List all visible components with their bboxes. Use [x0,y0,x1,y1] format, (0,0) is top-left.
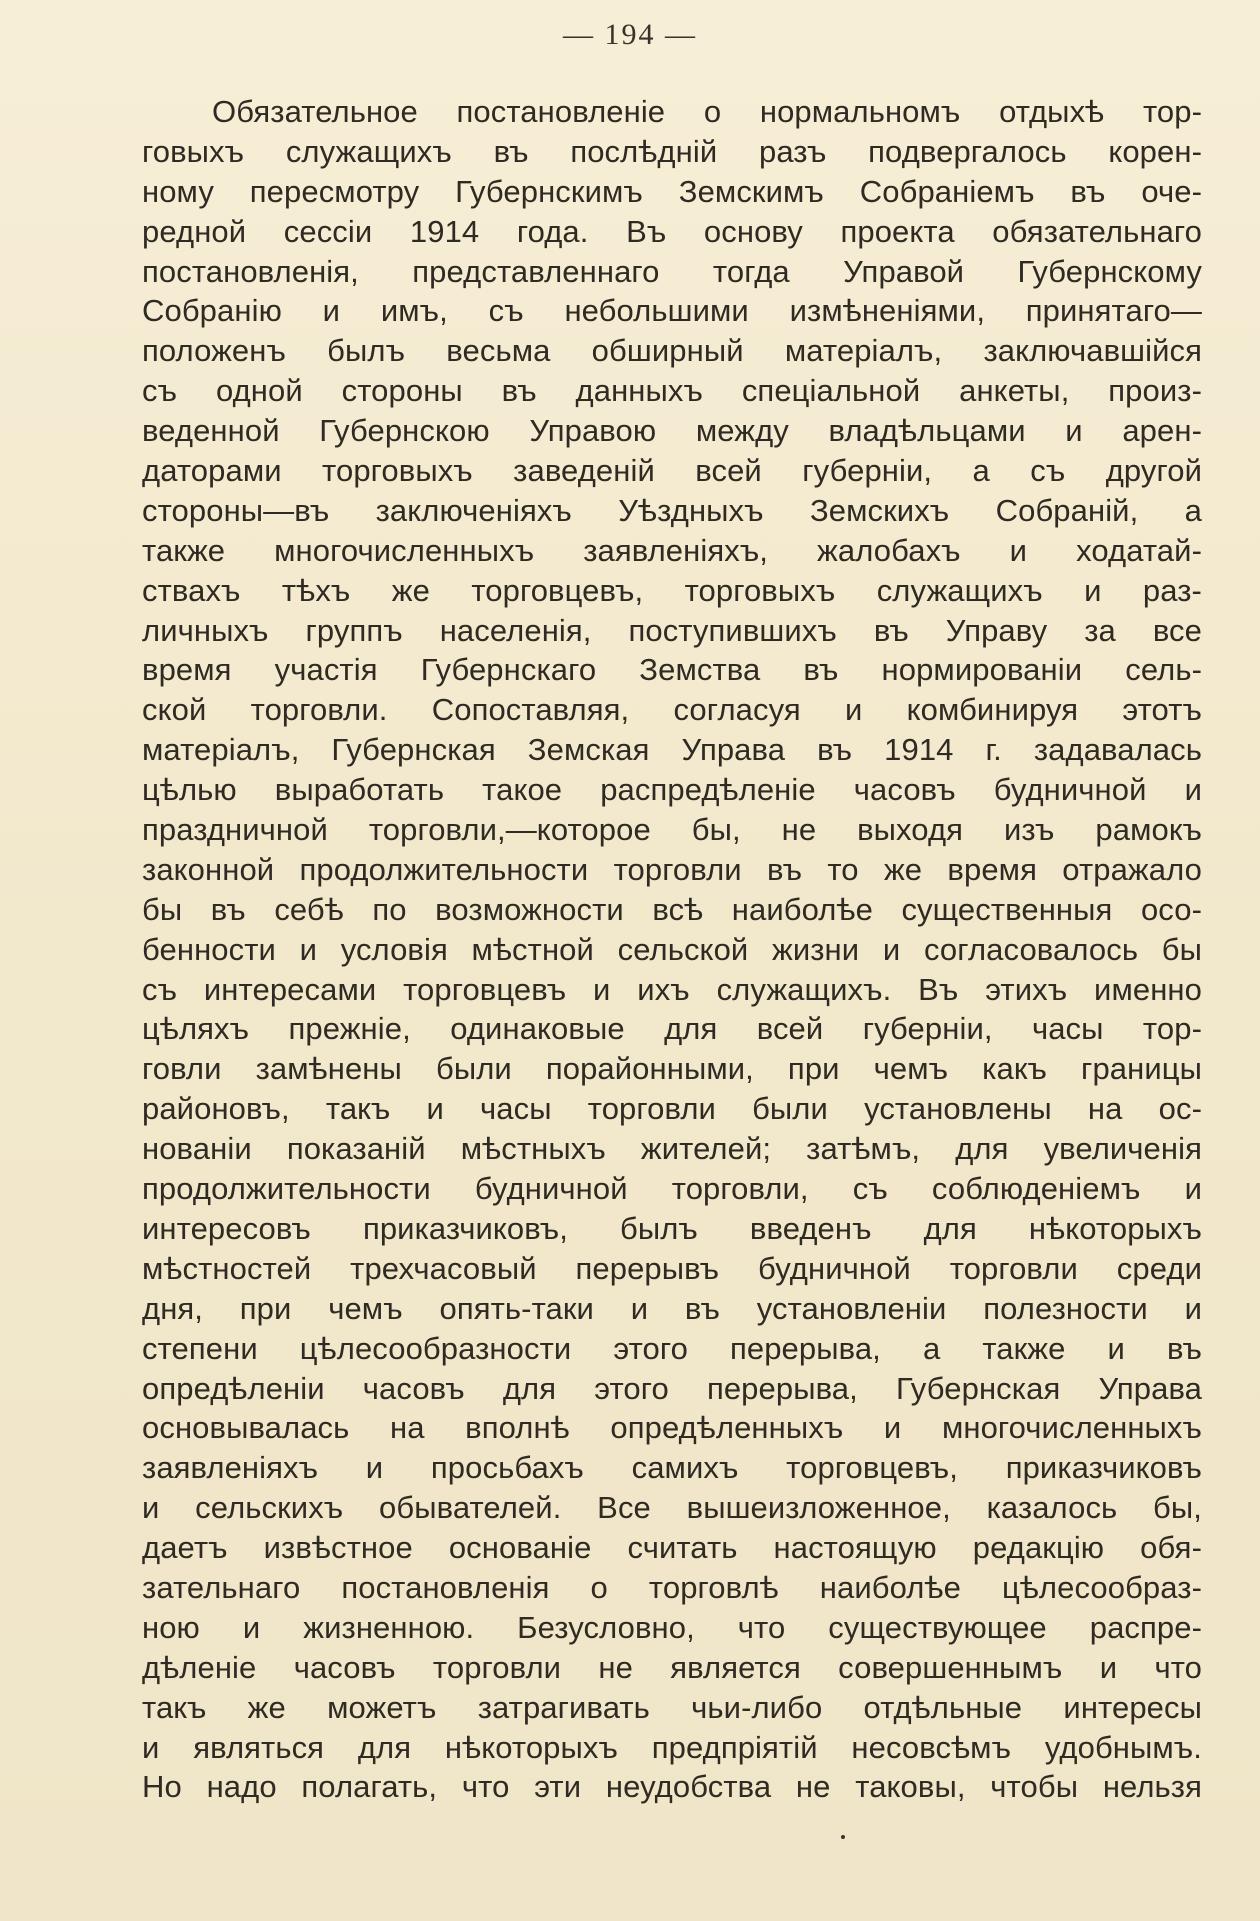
text-line: веденной Губернскою Управою между владѣльцами и арен- [142,413,1202,449]
text-line: съ одной стороны въ данныхъ спеціальной анкеты, произ- [142,373,1202,409]
text-line: говыхъ служащихъ въ послѣдній разъ подвергалось корен- [142,133,1202,169]
text-line: стороны—въ заключеніяхъ Уѣздныхъ Земскихъ Собраній, а [142,492,1202,528]
text-line: положенъ былъ весьма обширный матеріалъ, заключавшійся [142,333,1202,369]
text-line: опредѣленіи часовъ для этого перерыва, Губернская Управа [142,1370,1202,1406]
text-line: даетъ извѣстное основаніе считать настоящую редакцію обя- [142,1530,1202,1566]
text-line: такъ же можетъ затрагивать чьи-либо отдѣльные интересы [142,1689,1202,1725]
text-line: праздничной торговли,—которое бы, не выходя изъ рамокъ [142,812,1202,848]
text-line: редной сессіи 1914 года. Въ основу проекта обязательнаго [142,213,1202,249]
text-line: законной продолжительности торговли въ то же время отражало [142,851,1202,887]
text-line: Обязательное постановленіе о нормальномъ отдыхѣ тор- [212,94,1202,129]
text-line: цѣлью выработать такое распредѣленіе часовъ будничной и [142,772,1202,808]
text-line: зательнаго постановленія о торговлѣ наиболѣе цѣлесообраз- [142,1569,1202,1605]
text-line: мѣстностей трехчасовый перерывъ будничной торговли среди [142,1250,1202,1286]
text-line: даторами торговыхъ заведеній всей губерніи, а съ другой [142,453,1202,489]
text-line: съ интересами торговцевъ и ихъ служащихъ. Въ этихъ именно [142,971,1202,1007]
text-line: бы въ себѣ по возможности всѣ наиболѣе существенныя осо- [142,891,1202,927]
text-line: ствахъ тѣхъ же торговцевъ, торговыхъ служащихъ и раз- [142,572,1202,608]
text-line: заявленіяхъ и просьбахъ самихъ торговцевъ, приказчиковъ [142,1450,1202,1486]
text-line: и сельскихъ обывателей. Все вышеизложенное, казалось бы, [142,1490,1202,1526]
text-line: Собранію и имъ, съ небольшими измѣненіями, принятаго— [142,293,1202,329]
text-line: степени цѣлесообразности этого перерыва, а также и въ [142,1330,1202,1366]
text-line: дня, при чемъ опять-таки и въ установленіи полезности и [142,1290,1202,1326]
text-line: дѣленіе часовъ торговли не является совершеннымъ и что [142,1649,1202,1685]
text-line: основывалась на вполнѣ опредѣленныхъ и многочисленныхъ [142,1410,1202,1446]
text-line: ской торговли. Сопоставляя, согласуя и комбинируя этотъ [142,692,1202,728]
text-line: и являться для нѣкоторыхъ предпріятій несовсѣмъ удобнымъ. [142,1729,1202,1765]
ink-speck [841,1835,845,1839]
text-line: цѣляхъ прежніе, одинаковые для всей губерніи, часы тор- [142,1011,1202,1047]
text-line: матеріалъ, Губернская Земская Управа въ 1914 г. задавалась [142,732,1202,768]
text-line: говли замѣнены были порайонными, при чемъ какъ границы [142,1051,1202,1087]
text-line: ною и жизненною. Безусловно, что существующее распре- [142,1609,1202,1645]
text-line: Но надо полагать, что эти неудобства не таковы, чтобы нельзя [142,1769,1202,1805]
text-line: время участія Губернскаго Земства въ нормированіи сель- [142,652,1202,688]
page-number-header: — 194 — [563,18,697,51]
text-line: также многочисленныхъ заявленіяхъ, жалобахъ и ходатай- [142,532,1202,568]
text-line: интересовъ приказчиковъ, былъ введенъ для нѣкоторыхъ [142,1210,1202,1246]
text-line: нованіи показаній мѣстныхъ жителей; затѣмъ, для увеличенія [142,1131,1202,1167]
text-line: личныхъ группъ населенія, поступившихъ въ Управу за все [142,612,1202,648]
text-line: районовъ, такъ и часы торговли были установлены на ос- [142,1091,1202,1127]
body-text [142,92,1202,1807]
text-line: ному пересмотру Губернскимъ Земскимъ Собраніемъ въ оче- [142,173,1202,209]
text-line: постановленія, представленнаго тогда Управой Губернскому [142,253,1202,289]
text-line: бенности и условія мѣстной сельской жизни и согласовалось бы [142,931,1202,967]
text-line: продолжительности будничной торговли, съ соблюденіемъ и [142,1171,1202,1207]
